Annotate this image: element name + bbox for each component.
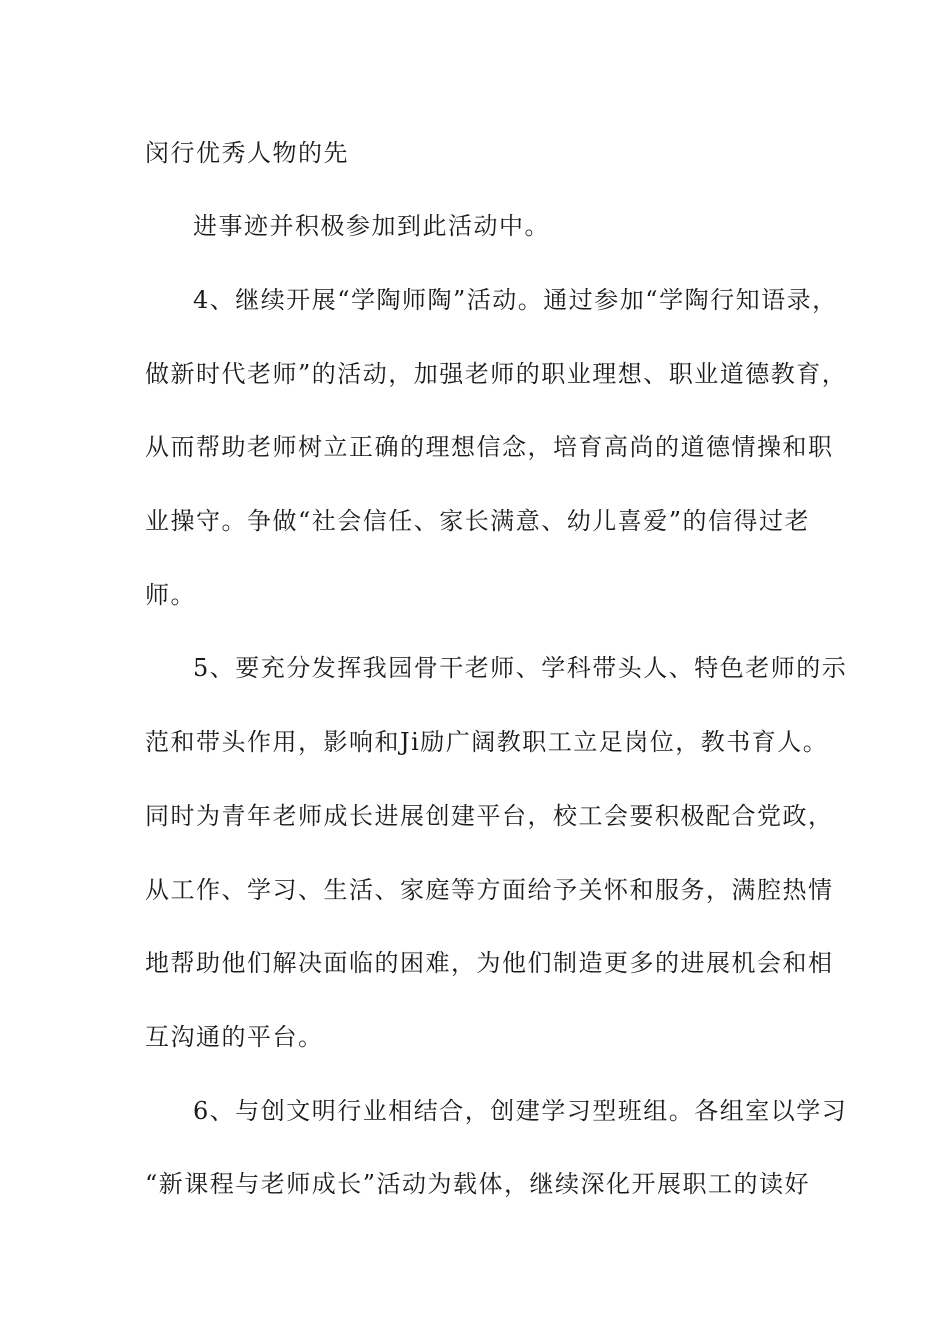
text-line: 互沟通的平台。: [145, 1023, 324, 1051]
text-line: 进事迹并积极参加到此活动中。: [193, 212, 550, 240]
text-line: 师。: [145, 581, 196, 609]
text-line: 闵行优秀人物的先: [145, 139, 349, 167]
text-line: “新课程与老师成长”活动为载体，继续深化开展职工的读好: [145, 1170, 811, 1198]
text-line: 范和带头作用，影响和Ji励广阔教职工立足岗位，教书育人。: [145, 728, 829, 756]
text-line: 做新时代老师”的活动，加强老师的职业理想、职业道德教育，: [145, 360, 848, 388]
text-line: 业操守。争做“社会信任、家长满意、幼儿喜爱”的信得过老: [145, 507, 811, 535]
text-line: 从工作、学习、生活、家庭等方面给予关怀和服务，满腔热情: [145, 876, 834, 904]
text-line: 从而帮助老师树立正确的理想信念，培育高尚的道德情操和职: [145, 433, 834, 461]
text-line: 地帮助他们解决面临的困难，为他们制造更多的进展机会和相: [145, 949, 834, 977]
text-line: 5、要充分发挥我园骨干老师、学科带头人、特色老师的示: [193, 654, 848, 682]
text-line: 6、与创文明行业相结合，创建学习型班组。各组室以学习: [193, 1097, 848, 1125]
text-line: 同时为青年老师成长进展创建平台，校工会要积极配合党政，: [145, 802, 834, 830]
text-line: 4、继续开展“学陶师陶”活动。通过参加“学陶行知语录，: [193, 286, 838, 314]
